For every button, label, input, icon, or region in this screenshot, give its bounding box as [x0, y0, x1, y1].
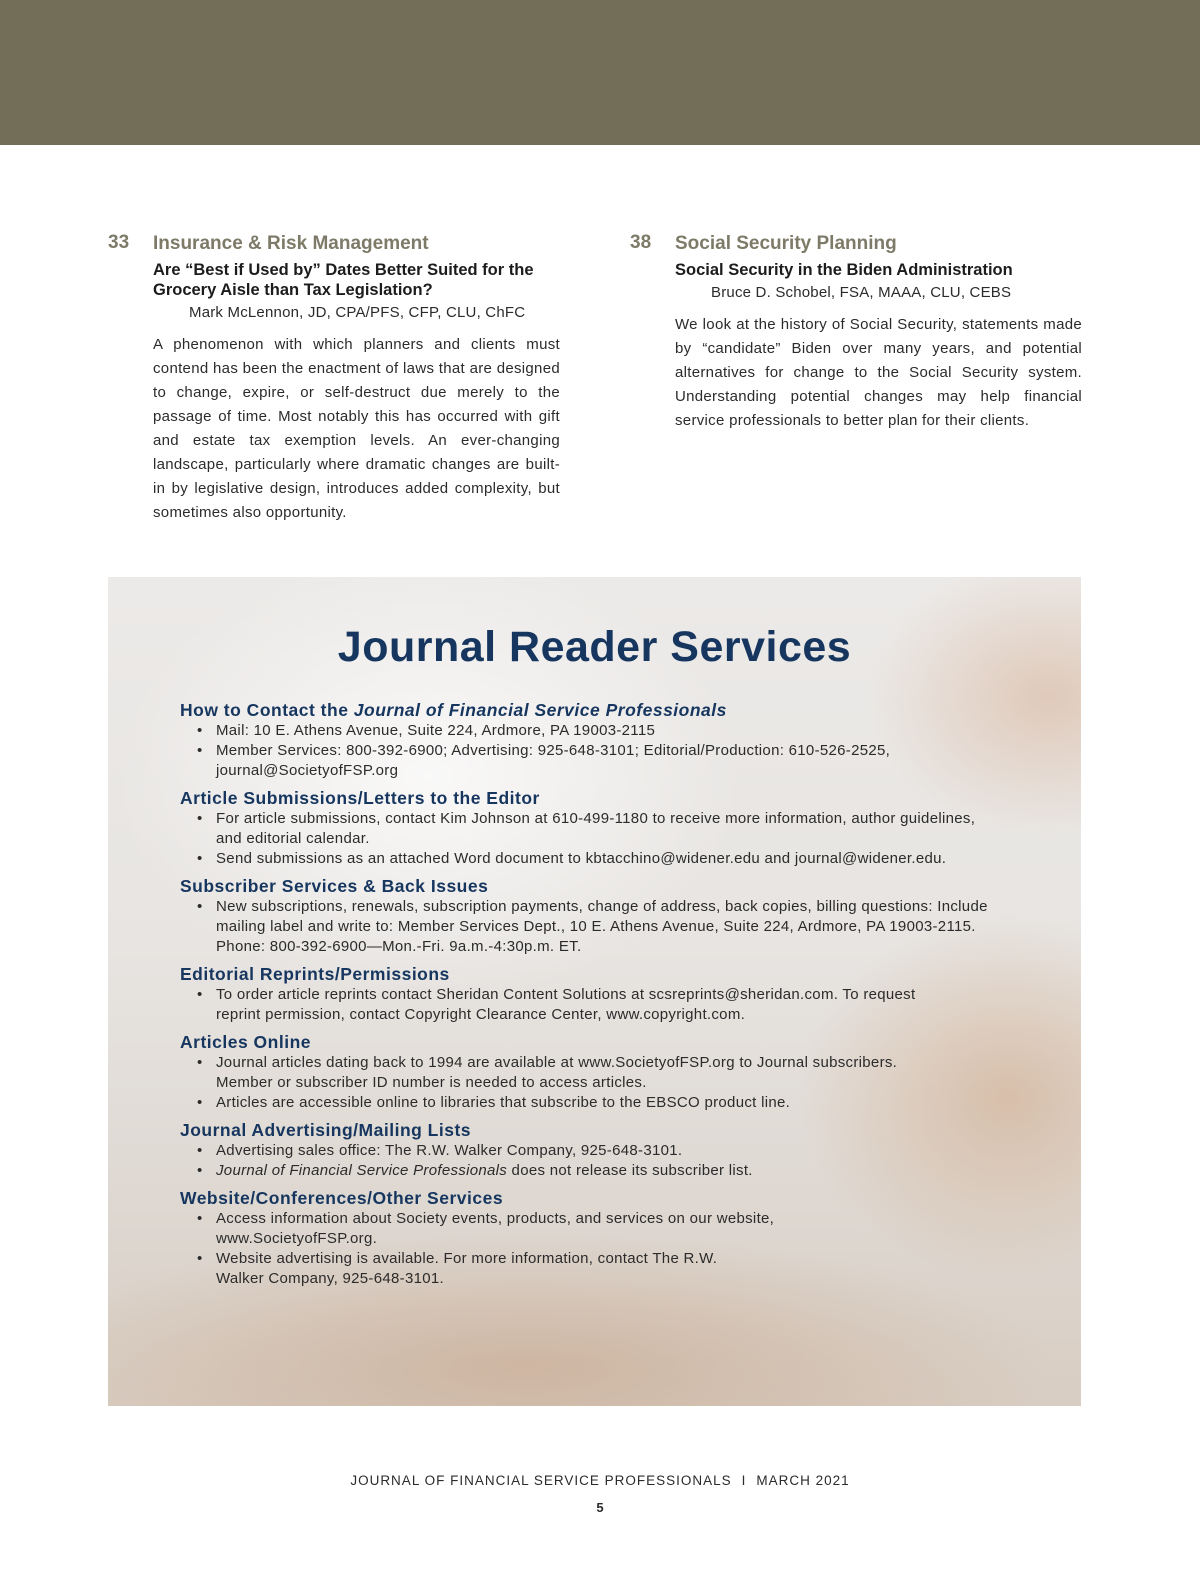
header-band — [0, 0, 1200, 145]
section-articles-online — [180, 1031, 1040, 1113]
toc-author: Mark McLennon, JD, CPA/PFS, CFP, CLU, ChFC — [189, 304, 526, 321]
section-website-conferences — [180, 1187, 1040, 1289]
list-item: • New subscriptions, renewals, subscription payments, change of address, back copies, billing questions: Include mailing label and write to: Member Services Dept., 10 E. Athens Avenue, Suite 224, Ardmore, PA 19003-2115. Phone: 800-392-6900—Mon.-Fri. 9a.m.-4:30p.m. ET. — [180, 897, 1016, 957]
reader-services-sections — [180, 699, 1040, 1295]
page-footer — [0, 1473, 1200, 1488]
section-heading: Website/Conferences/Other Services — [180, 1188, 504, 1208]
section-heading: Editorial Reprints/Permissions — [180, 964, 450, 984]
list-item: • Advertising sales office: The R.W. Walker Company, 925-648-3101. — [180, 1141, 1040, 1161]
section-contact — [180, 699, 1040, 781]
toc-page-number: 38 — [630, 232, 652, 253]
section-heading: Article Submissions/Letters to the Editor — [180, 788, 540, 808]
list-item: • To order article reprints contact Sheridan Content Solutions at scsreprints@sheridan.com. To request reprint permission, contact Copyright Clearance Center, www.copyright.com. — [180, 985, 956, 1025]
toc-category: Insurance & Risk Management — [153, 233, 429, 254]
toc-entry-social-security — [630, 232, 1082, 433]
toc-description: A phenomenon with which planners and clients must contend has been the enactment of laws that are designed to change, expire, or self-destruct due merely to the passage of time. Most notably this has occurred with gift and estate tax exemption levels. An ever-changing landscape, particularly where dramatic changes are built-in by legislative design, introduces added complexity, but sometimes also opportunity. — [153, 336, 560, 521]
section-subscriber-services — [180, 875, 1040, 957]
toc-article-title: Social Security in the Biden Administration — [675, 261, 1013, 279]
section-heading: Journal Advertising/Mailing Lists — [180, 1120, 472, 1140]
section-heading: Articles Online — [180, 1032, 312, 1052]
reader-services-title: Journal Reader Services — [337, 623, 852, 671]
footer-journal-name: JOURNAL OF FINANCIAL SERVICE PROFESSIONALS — [350, 1473, 732, 1488]
section-heading — [180, 699, 1040, 721]
list-item: • Mail: 10 E. Athens Avenue, Suite 224, Ardmore, PA 19003-2115 — [180, 721, 1040, 741]
reader-services-panel — [108, 577, 1081, 1406]
list-item: • Access information about Society events, products, and services on our website, www.SocietyofFSP.org. — [180, 1209, 896, 1249]
page-number: 5 — [596, 1500, 604, 1515]
toc-description: We look at the history of Social Security, statements made by “candidate” Biden over many years, and potential alternatives for change to the Social Security system. Understanding potential changes may help financial service professionals to better plan for their clients. — [675, 316, 1082, 429]
list-item: • Journal articles dating back to 1994 are available at www.SocietyofFSP.org to Journal subscribers. Member or subscriber ID number is needed to access articles. — [180, 1053, 926, 1093]
footer-separator: I — [741, 1473, 747, 1488]
bullet-text: does not release its subscriber list. — [507, 1162, 753, 1179]
section-advertising-mailing — [180, 1119, 1040, 1181]
footer-date: MARCH 2021 — [756, 1473, 850, 1488]
section-heading: Subscriber Services & Back Issues — [180, 876, 489, 896]
toc-author: Bruce D. Schobel, FSA, MAAA, CLU, CEBS — [711, 284, 1012, 301]
list-item: • Articles are accessible online to libraries that subscribe to the EBSCO product line. — [180, 1093, 1040, 1113]
toc-entry-insurance — [108, 232, 560, 525]
section-reprints-permissions — [180, 963, 1040, 1025]
journal-name: Journal of Financial Service Professionals — [216, 1162, 508, 1179]
toc-page-number: 33 — [108, 232, 130, 253]
list-item — [180, 1161, 1040, 1181]
list-item: • Member Services: 800-392-6900; Advertising: 925-648-3101; Editorial/Production: 610-526-2525, journal@SocietyofFSP.org — [180, 741, 976, 781]
toc-category: Social Security Planning — [675, 233, 897, 254]
section-article-submissions — [180, 787, 1040, 869]
heading-text: How to Contact the — [180, 700, 354, 720]
heading-journal-name: Journal of Financial Service Professionals — [353, 700, 727, 720]
toc-article-title: Are “Best if Used by” Dates Better Suited for the Grocery Aisle than Tax Legislation? — [153, 261, 534, 299]
list-item: • Send submissions as an attached Word document to kbtacchino@widener.edu and journal@widener.edu. — [180, 849, 1040, 869]
list-item: • For article submissions, contact Kim Johnson at 610-499-1180 to receive more information, author guidelines, and editorial calendar. — [180, 809, 996, 849]
list-item: • Website advertising is available. For more information, contact The R.W. Walker Company, 925-648-3101. — [180, 1249, 756, 1289]
